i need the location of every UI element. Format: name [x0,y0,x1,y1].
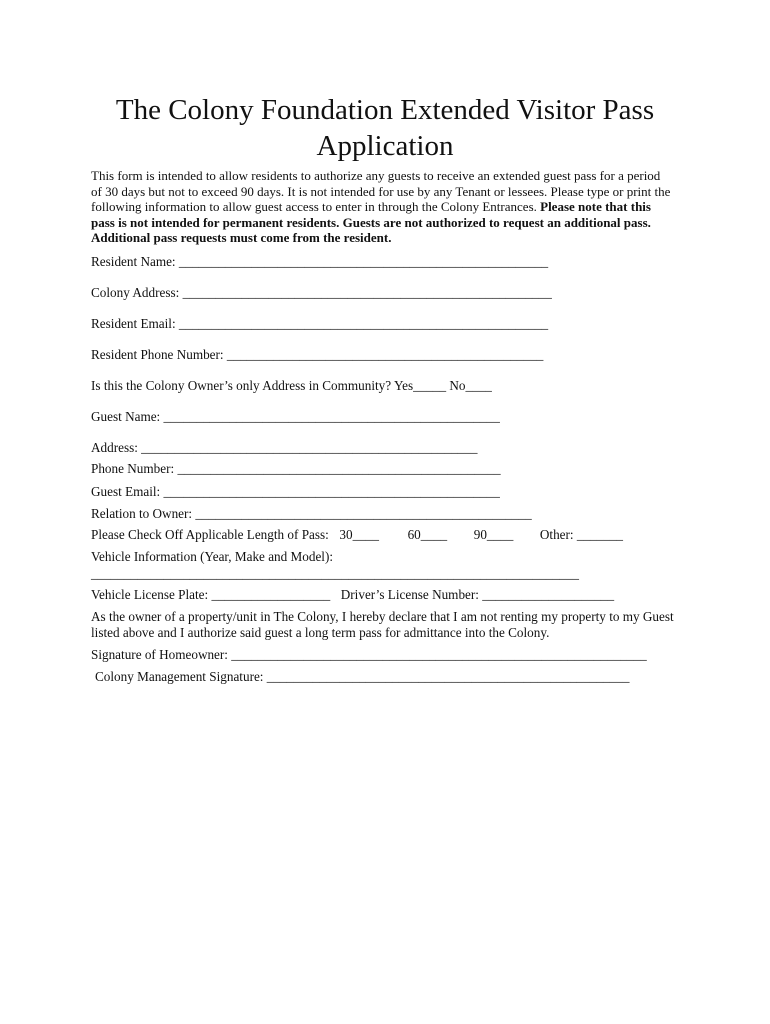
option-90-days[interactable]: 90____ [473,527,514,542]
intro-paragraph [91,168,671,246]
option-other[interactable]: Other: _______ [539,527,624,542]
drivers-license-field[interactable]: Driver’s License Number: ____________________ [340,587,615,602]
guest-name-field[interactable]: Guest Name: ___________________________________________________ [91,409,500,424]
resident-phone-field[interactable]: Resident Phone Number: ________________________________________________ [91,347,544,362]
page-title: The Colony Foundation Extended Visitor Pass Application [115,94,655,162]
vehicle-info-field[interactable]: __________________________________________________________________________ [91,566,579,581]
owner-declaration: As the owner of a property/unit in The Colony, I hereby declare that I am not renting my property to my Guest listed above and I authorize said guest a long term pass for admittance into the Colony. [91,609,674,640]
management-signature-field[interactable]: Colony Management Signature: _______________________________________________________ [95,669,630,684]
pass-length-row [91,527,623,543]
homeowner-signature-field[interactable]: Signature of Homeowner: _______________________________________________________________ [91,647,647,662]
guest-address-field[interactable]: Address: ___________________________________________________ [91,440,478,455]
plate-license-row [91,587,614,603]
colony-address-field[interactable]: Colony Address: ________________________________________________________ [91,285,552,300]
guest-phone-field[interactable]: Phone Number: _________________________________________________ [91,461,501,476]
only-address-question[interactable]: Is this the Colony Owner’s only Address in Community? Yes_____ No____ [91,378,492,393]
option-60-days[interactable]: 60____ [407,527,448,542]
resident-email-field[interactable]: Resident Email: ________________________________________________________ [91,316,549,331]
guest-email-field[interactable]: Guest Email: ___________________________________________________ [91,484,500,499]
option-30-days[interactable]: 30____ [339,527,379,542]
resident-name-field[interactable]: Resident Name: ________________________________________________________ [91,254,549,269]
vehicle-info-label: Vehicle Information (Year, Make and Model): [91,549,334,564]
license-plate-field[interactable]: Vehicle License Plate: __________________ [91,587,331,602]
intro-notice: Please note that this pass is not intended for permanent residents. Guests are not authorized to request an additional pass. Additional pass requests must come from the resident. [91,199,651,245]
pass-length-label: Please Check Off Applicable Length of Pass: [91,527,329,542]
relation-field[interactable]: Relation to Owner: ___________________________________________________ [91,506,532,521]
intro-text: This form is intended to allow residents to authorize any guests to receive an extended guest pass for a period of 30 days but not to exceed 90 days. It is not intended for use by any Tenant or lessees. Please type or print the following information to allow guest access to enter in through the Colony Entrances. [91,168,671,214]
